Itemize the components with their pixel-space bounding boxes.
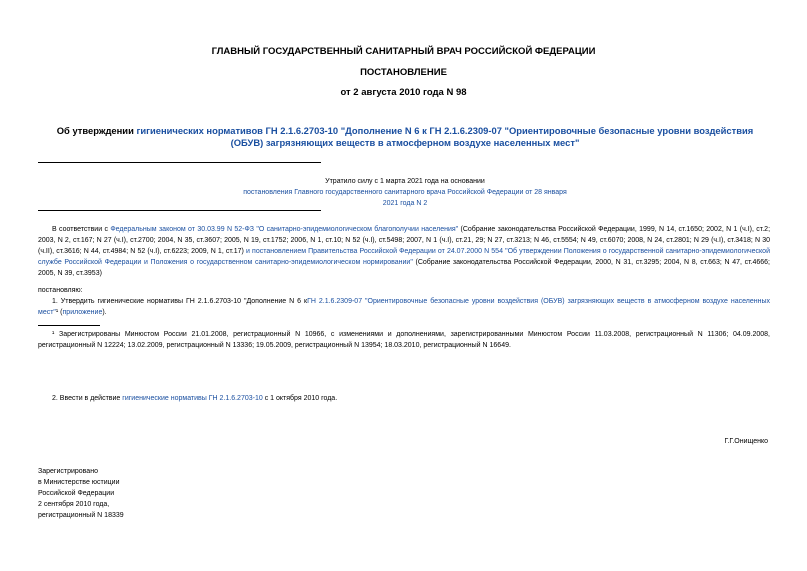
item-2-end: с 1 октября 2010 года. — [262, 395, 338, 402]
item-1-text: 1. Утвердить гигиенические нормативы ГН 2.1.6.2703-10 "Дополнение N 6 к — [52, 298, 308, 305]
title-link[interactable]: гигиенических нормативов ГН 2.1.6.2703-10 "Дополнение N 6 к ГН 2.1.6.2309-07 "Ориентировочные безопасные уровни воздействия (ОБУВ) загрязняющих веществ в атмосферном воздухе населенных мест" — [136, 125, 754, 148]
item-2 — [52, 393, 772, 404]
signature: Г.Г.Онищенко — [724, 438, 768, 445]
registration-line: Российской Федерации — [38, 490, 115, 497]
preamble-text-3: (Собрание законодательства Российской Федерации, 2000, N 31, ст.3295; 2004, N 8, ст.663; N 47, ст.4666; 2005, N 39, ст.3953) — [38, 259, 770, 277]
divider-top — [38, 162, 321, 163]
appendix-link[interactable]: приложение — [62, 309, 103, 316]
registration-line: 2 сентября 2010 года, — [38, 501, 110, 508]
divider-bottom — [38, 210, 321, 211]
registration-line: регистрационный N 18339 — [38, 512, 124, 519]
registration-block — [38, 466, 238, 521]
preamble-text-1: В соответствии с — [52, 226, 111, 233]
item-2-text: 2. Ввести в действие — [52, 395, 123, 402]
document-title — [40, 125, 770, 149]
repeal-note — [235, 176, 575, 209]
gn-2703-link[interactable]: гигиенические нормативы ГН 2.1.6.2703-10 — [122, 395, 263, 402]
gn-2309-link[interactable]: ГН 2.1.6.2309-07 "Ориентировочные безопасные уровни воздействия (ОБУВ) загрязняющих веществ в атмосферном воздухе населенных мест" — [38, 298, 770, 316]
decree-word: постановляю: — [38, 287, 83, 294]
item-1-end: ). — [102, 309, 107, 316]
preamble-text-2: (Собрание законодательства Российской Федерации, 1999, N 14, ст.1650; 2002, N 1 (ч.I), ст.2; 2003, N 2, ст.167; N 27 (ч.I), ст.2700; 2004, N 35, ст.3607; 2005, N 19, ст.1752; 2006, N 1, ст.10; N 52 (ч.I), ст.5498; 2007, N 1 (ч.I), ст.21, 29; N 27, ст.3213; N 46, ст.5554; N 49, ст.6070; 2008, N 24, ст.2801; N 29 (ч.I), ст.3418; N 30 (ч.II), ст.3616; N 44, ст.4984; N 52 (ч.I), ст.6223; 2009, N 1, ст.17) — [38, 226, 771, 255]
title-prefix: Об утверждении — [56, 125, 137, 136]
registration-line: в Министерстве юстиции — [38, 479, 120, 486]
preamble-paragraph — [38, 224, 770, 279]
footnote: ¹ Зарегистрированы Минюстом России 21.01.2008, регистрационный N 10966, с изменениями и дополнениями, зарегистрированными Минюстом России 11.03.2008, регистрационный N 11306; 04.09.2008, регистрационный N 12224; 13.02.2009, регистрационный N 13336; 19.05.2009, регистрационный N 13954; 18.03.2010, регистрационный N 16649. — [38, 331, 770, 349]
item-1-footnote-mark: ¹ ( — [55, 309, 63, 316]
footnote-divider — [38, 325, 100, 326]
document-type: ПОСТАНОВЛЕНИЕ — [360, 67, 447, 78]
government-decree-link[interactable]: и постановлением Правительства Российской Федерации от 24.07.2000 N 554 "Об утверждении Положения о государственной санитарно-эпидемиологической службе Российской Федерации и Положения о государственном санитарно-эпидемиологическом нормировании" — [38, 248, 770, 266]
registration-line: Зарегистрировано — [38, 468, 98, 475]
repeal-note-text: Утратило силу с 1 марта 2021 года на основании — [325, 178, 485, 185]
item-1 — [38, 296, 770, 318]
repeal-note-link[interactable]: постановления Главного государственного санитарного врача Российской Федерации от 28 января 2021 года N 2 — [243, 189, 567, 207]
federal-law-link[interactable]: Федеральным законом от 30.03.99 N 52-ФЗ "О санитарно-эпидемиологическом благополучии населения" — [110, 226, 459, 233]
issuer-heading: ГЛАВНЫЙ ГОСУДАРСТВЕННЫЙ САНИТАРНЫЙ ВРАЧ РОССИЙСКОЙ ФЕДЕРАЦИИ — [211, 46, 596, 57]
document-date: от 2 августа 2010 года N 98 — [340, 87, 467, 98]
